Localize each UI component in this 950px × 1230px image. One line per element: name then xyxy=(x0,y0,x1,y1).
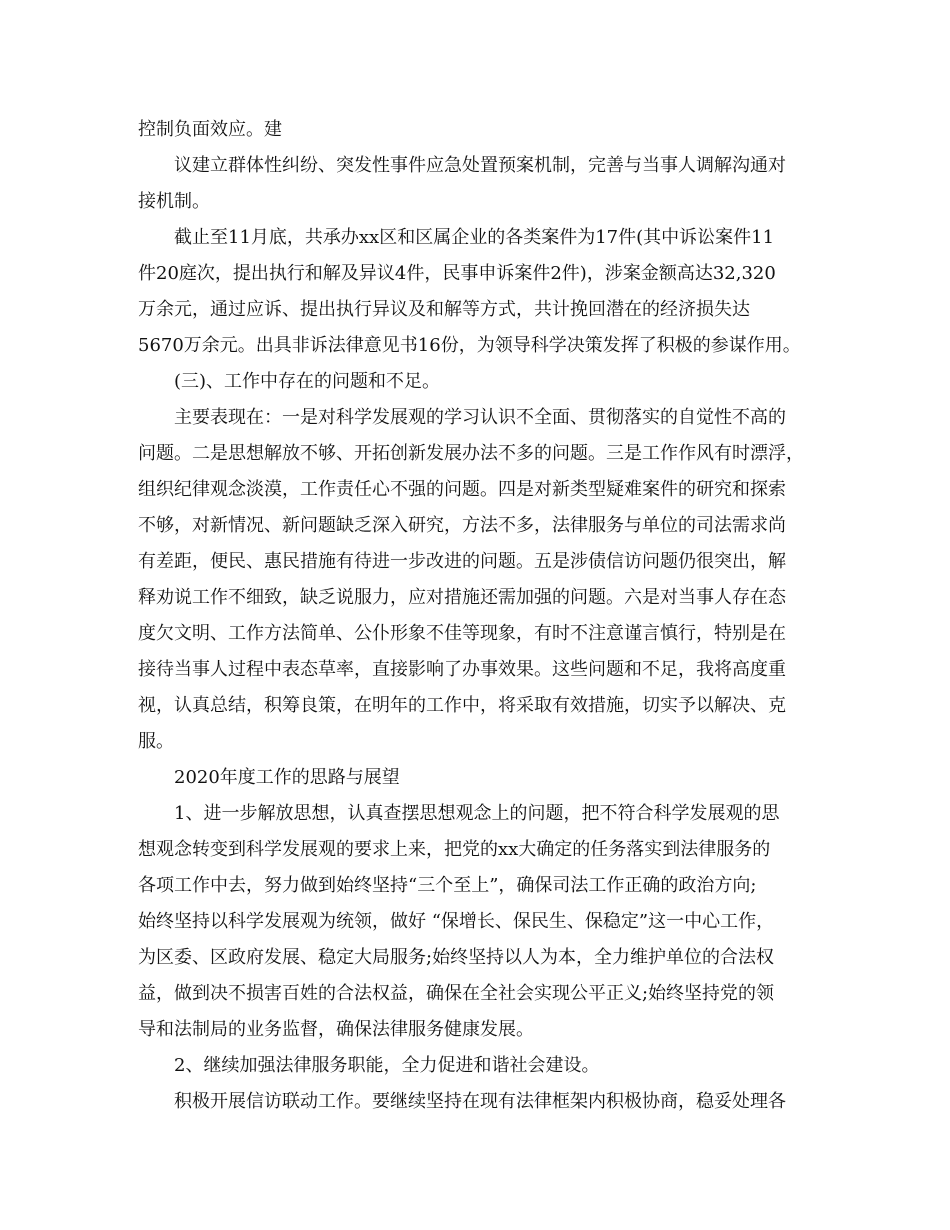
text-line: 组织纪律观念淡漠，工作责任心不强的问题。四是对新类型疑难案件的研究和探索 xyxy=(138,479,786,500)
text-line: 接待当事人过程中表态草率，直接影响了办事效果。这些问题和不足，我将高度重 xyxy=(138,659,786,680)
text-line: 主要表现在：一是对科学发展观的学习认识不全面、贯彻落实的自觉性不高的 xyxy=(174,407,786,428)
text-line: 视，认真总结，积筹良策，在明年的工作中，将采取有效措施，切实予以解决、克 xyxy=(138,695,786,716)
text-line: 有差距，便民、惠民措施有待进一步改进的问题。五是涉债信访问题仍很突出，解 xyxy=(138,551,786,572)
text-line: 度欠文明、工作方法简单、公仆形象不佳等现象，有时不注意谨言慎行，特别是在 xyxy=(138,623,786,644)
text-line: 控制负面效应。建 xyxy=(138,119,282,140)
text-line: 问题。二是思想解放不够、开拓创新发展办法不多的问题。三是工作作风有时漂浮， xyxy=(138,443,804,464)
text-line: 5670万余元。出具非诉法律意见书16份，为领导科学决策发挥了积极的参谋作用。 xyxy=(138,335,801,356)
text-line: 益，做到决不损害百姓的合法权益，确保在全社会实现公平正义;始终坚持党的领 xyxy=(138,983,775,1004)
text-line: 始终坚持以科学发展观为统领，做好 “保增长、保民生、保稳定”这一中心工作， xyxy=(138,911,775,932)
section-heading: 2020年度工作的思路与展望 xyxy=(174,767,400,788)
text-line: 截止至11月底，共承办xx区和区属企业的各类案件为17件(其中诉讼案件11 xyxy=(174,227,775,248)
text-line: 接机制。 xyxy=(138,191,210,212)
text-line: 2、继续加强法律服务职能，全力促进和谐社会建设。 xyxy=(174,1055,600,1076)
text-line: 积极开展信访联动工作。要继续坚持在现有法律框架内积极协商，稳妥处理各 xyxy=(174,1091,786,1112)
text-line: 各项工作中去，努力做到始终坚持“三个至上”，确保司法工作正确的政治方向; xyxy=(138,875,757,896)
text-line: 为区委、区政府发展、稳定大局服务;始终坚持以人为本，全力维护单位的合法权 xyxy=(138,947,775,968)
section-heading: (三)、工作中存在的问题和不足。 xyxy=(174,371,441,392)
text-line: 不够，对新情况、新问题缺乏深入研究，方法不多，法律服务与单位的司法需求尚 xyxy=(138,515,786,536)
text-line: 想观念转变到科学发展观的要求上来，把党的xx大确定的任务落实到法律服务的 xyxy=(138,839,771,860)
text-line: 释劝说工作不细致，缺乏说服力，应对措施还需加强的问题。六是对当事人存在态 xyxy=(138,587,786,608)
text-line: 服。 xyxy=(138,731,174,752)
text-line: 议建立群体性纠纷、突发性事件应急处置预案机制，完善与当事人调解沟通对 xyxy=(174,155,786,176)
text-line: 导和法制局的业务监督，确保法律服务健康发展。 xyxy=(138,1019,534,1040)
text-line: 1、进一步解放思想，认真查摆思想观念上的问题，把不符合科学发展观的思 xyxy=(174,803,780,824)
text-line: 件20庭次，提出执行和解及异议4件，民事申诉案件2件)，涉案金额高达32,320 xyxy=(138,263,776,284)
text-line: 万余元，通过应诉、提出执行异议及和解等方式，共计挽回潜在的经济损失达 xyxy=(138,299,750,320)
